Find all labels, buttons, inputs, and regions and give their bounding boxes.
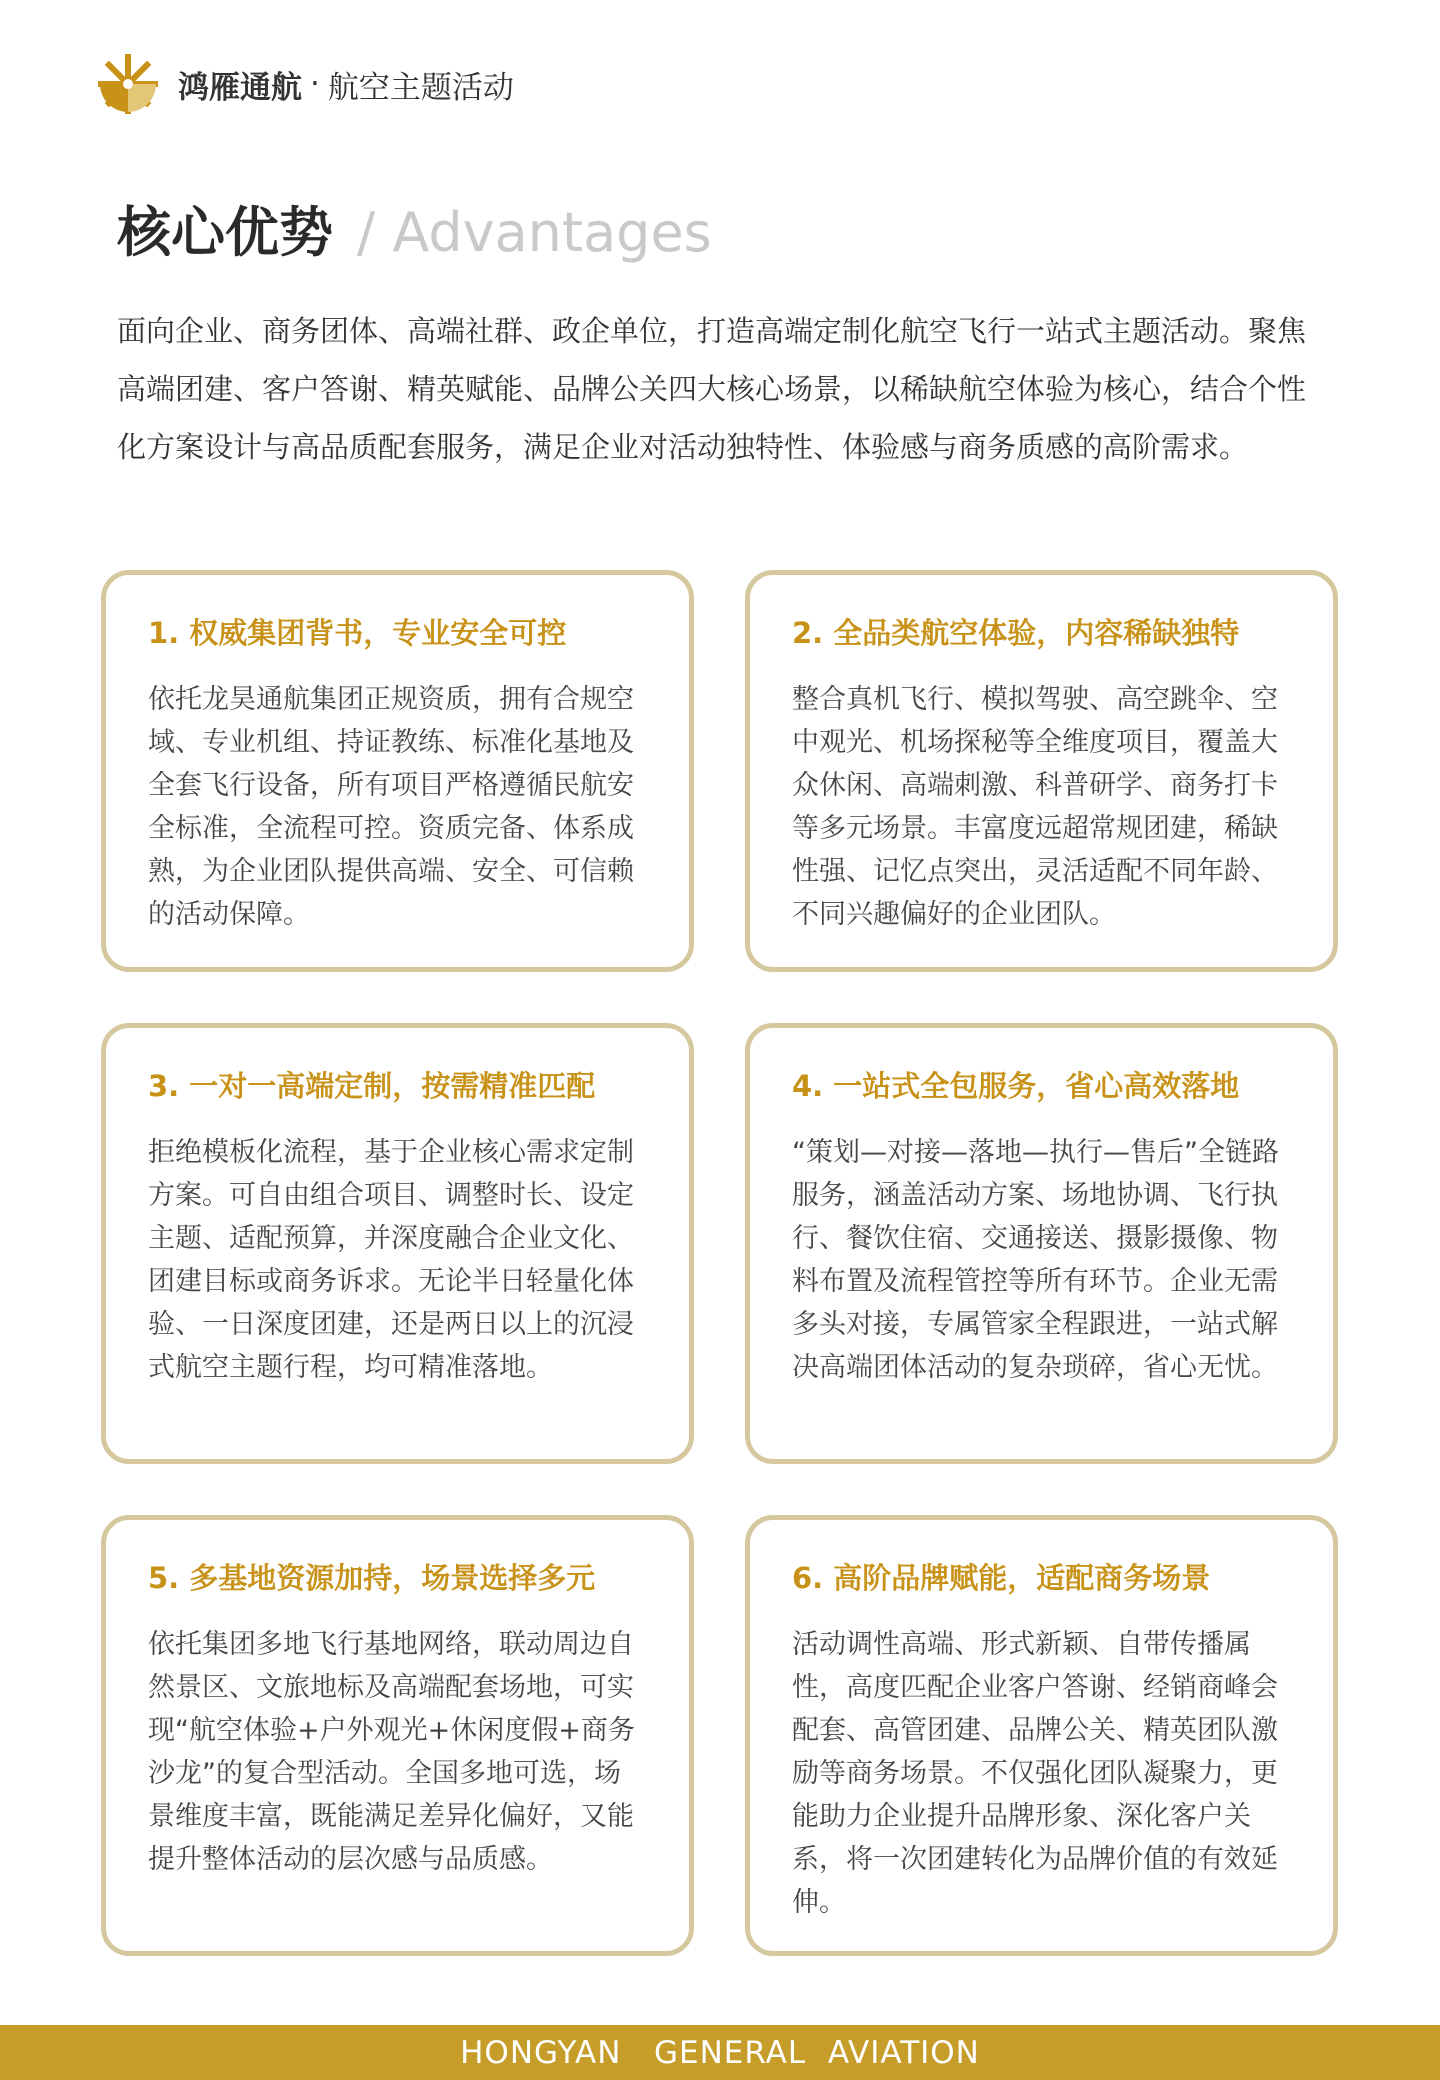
advantage-card-2 [745, 570, 1338, 972]
card-body: 依托龙昊通航集团正规资质，拥有合规空域、专业机组、持证教练、标准化基地及全套飞行设备，所有项目严格遵循民航安全标准，全流程可控。资质完备、体系成熟，为企业团队提供高端、安全、可信赖的活动保障。 [148, 684, 634, 930]
card-body: 拒绝模板化流程，基于企业核心需求定制方案。可自由组合项目、调整时长、设定主题、适配预算，并深度融合企业文化、团建目标或商务诉求。无论半日轻量化体验、一日深度团建，还是两日以上的沉浸式航空主题行程，均可精准落地。 [148, 1137, 634, 1383]
card-body: 整合真机飞行、模拟驾驶、高空跳伞、空中观光、机场探秘等全维度项目，覆盖大众休闲、高端刺激、科普研学、商务打卡等多元场景。丰富度远超常规团建，稀缺性强、记忆点突出，灵活适配不同年龄、不同兴趣偏好的企业团队。 [792, 684, 1278, 930]
section-title-cn: 核心优势 [117, 201, 333, 264]
advantage-card-3 [101, 1023, 694, 1464]
card-title: 1. 权威集团背书，专业安全可控 [148, 616, 567, 650]
section-title [117, 190, 712, 267]
card-title: 4. 一站式全包服务，省心高效落地 [792, 1069, 1240, 1103]
starburst-logo-icon [96, 52, 160, 116]
card-title: 3. 一对一高端定制，按需精准匹配 [148, 1069, 596, 1103]
advantage-card-1 [101, 570, 694, 972]
card-body: “策划—对接—落地—执行—售后”全链路服务，涵盖活动方案、场地协调、飞行执行、餐饮住宿、交通接送、摄影摄像、物料布置及流程管控等所有环节。企业无需多头对接，专属管家全程跟进，一站式解决高端团体活动的复杂琐碎，省心无忧。 [792, 1137, 1279, 1383]
card-title: 2. 全品类航空体验，内容稀缺独特 [792, 616, 1240, 650]
intro-paragraph: 面向企业、商务团体、高端社群、政企单位，打造高端定制化航空飞行一站式主题活动。聚焦高端团建、客户答谢、精英赋能、品牌公关四大核心场景，以稀缺航空体验为核心，结合个性化方案设计与高品质配套服务，满足企业对活动独特性、体验感与商务质感的高阶需求。 [117, 314, 1307, 464]
advantage-card-4 [745, 1023, 1338, 1464]
advantage-card-6 [745, 1515, 1338, 1956]
section-title-en: / Advantages [357, 201, 712, 264]
brand-name: 鸿雁通航 [178, 69, 302, 106]
card-title: 5. 多基地资源加持，场景选择多元 [148, 1561, 596, 1595]
page-header [96, 52, 514, 116]
card-body: 依托集团多地飞行基地网络，联动周边自然景区、文旅地标及高端配套场地，可实现“航空体验+户外观光+休闲度假+商务沙龙”的复合型活动。全国多地可选，场景维度丰富，既能满足差异化偏好，又能提升整体活动的层次感与品质感。 [148, 1629, 635, 1875]
brand-subtitle: 航空主题活动 [327, 69, 514, 106]
footer-bar [0, 2025, 1440, 2080]
footer-text: HONGYAN GENERAL AVIATION [460, 2034, 980, 2071]
card-body: 活动调性高端、形式新颖、自带传播属性，高度匹配企业客户答谢、经销商峰会配套、高管团建、品牌公关、精英团队激励等商务场景。不仅强化团队凝聚力，更能助力企业提升品牌形象、深化客户关系，将一次团建转化为品牌价值的有效延伸。 [792, 1629, 1278, 1918]
advantage-card-5 [101, 1515, 694, 1956]
brand-separator: · [310, 66, 320, 102]
card-title: 6. 高阶品牌赋能，适配商务场景 [792, 1561, 1211, 1595]
